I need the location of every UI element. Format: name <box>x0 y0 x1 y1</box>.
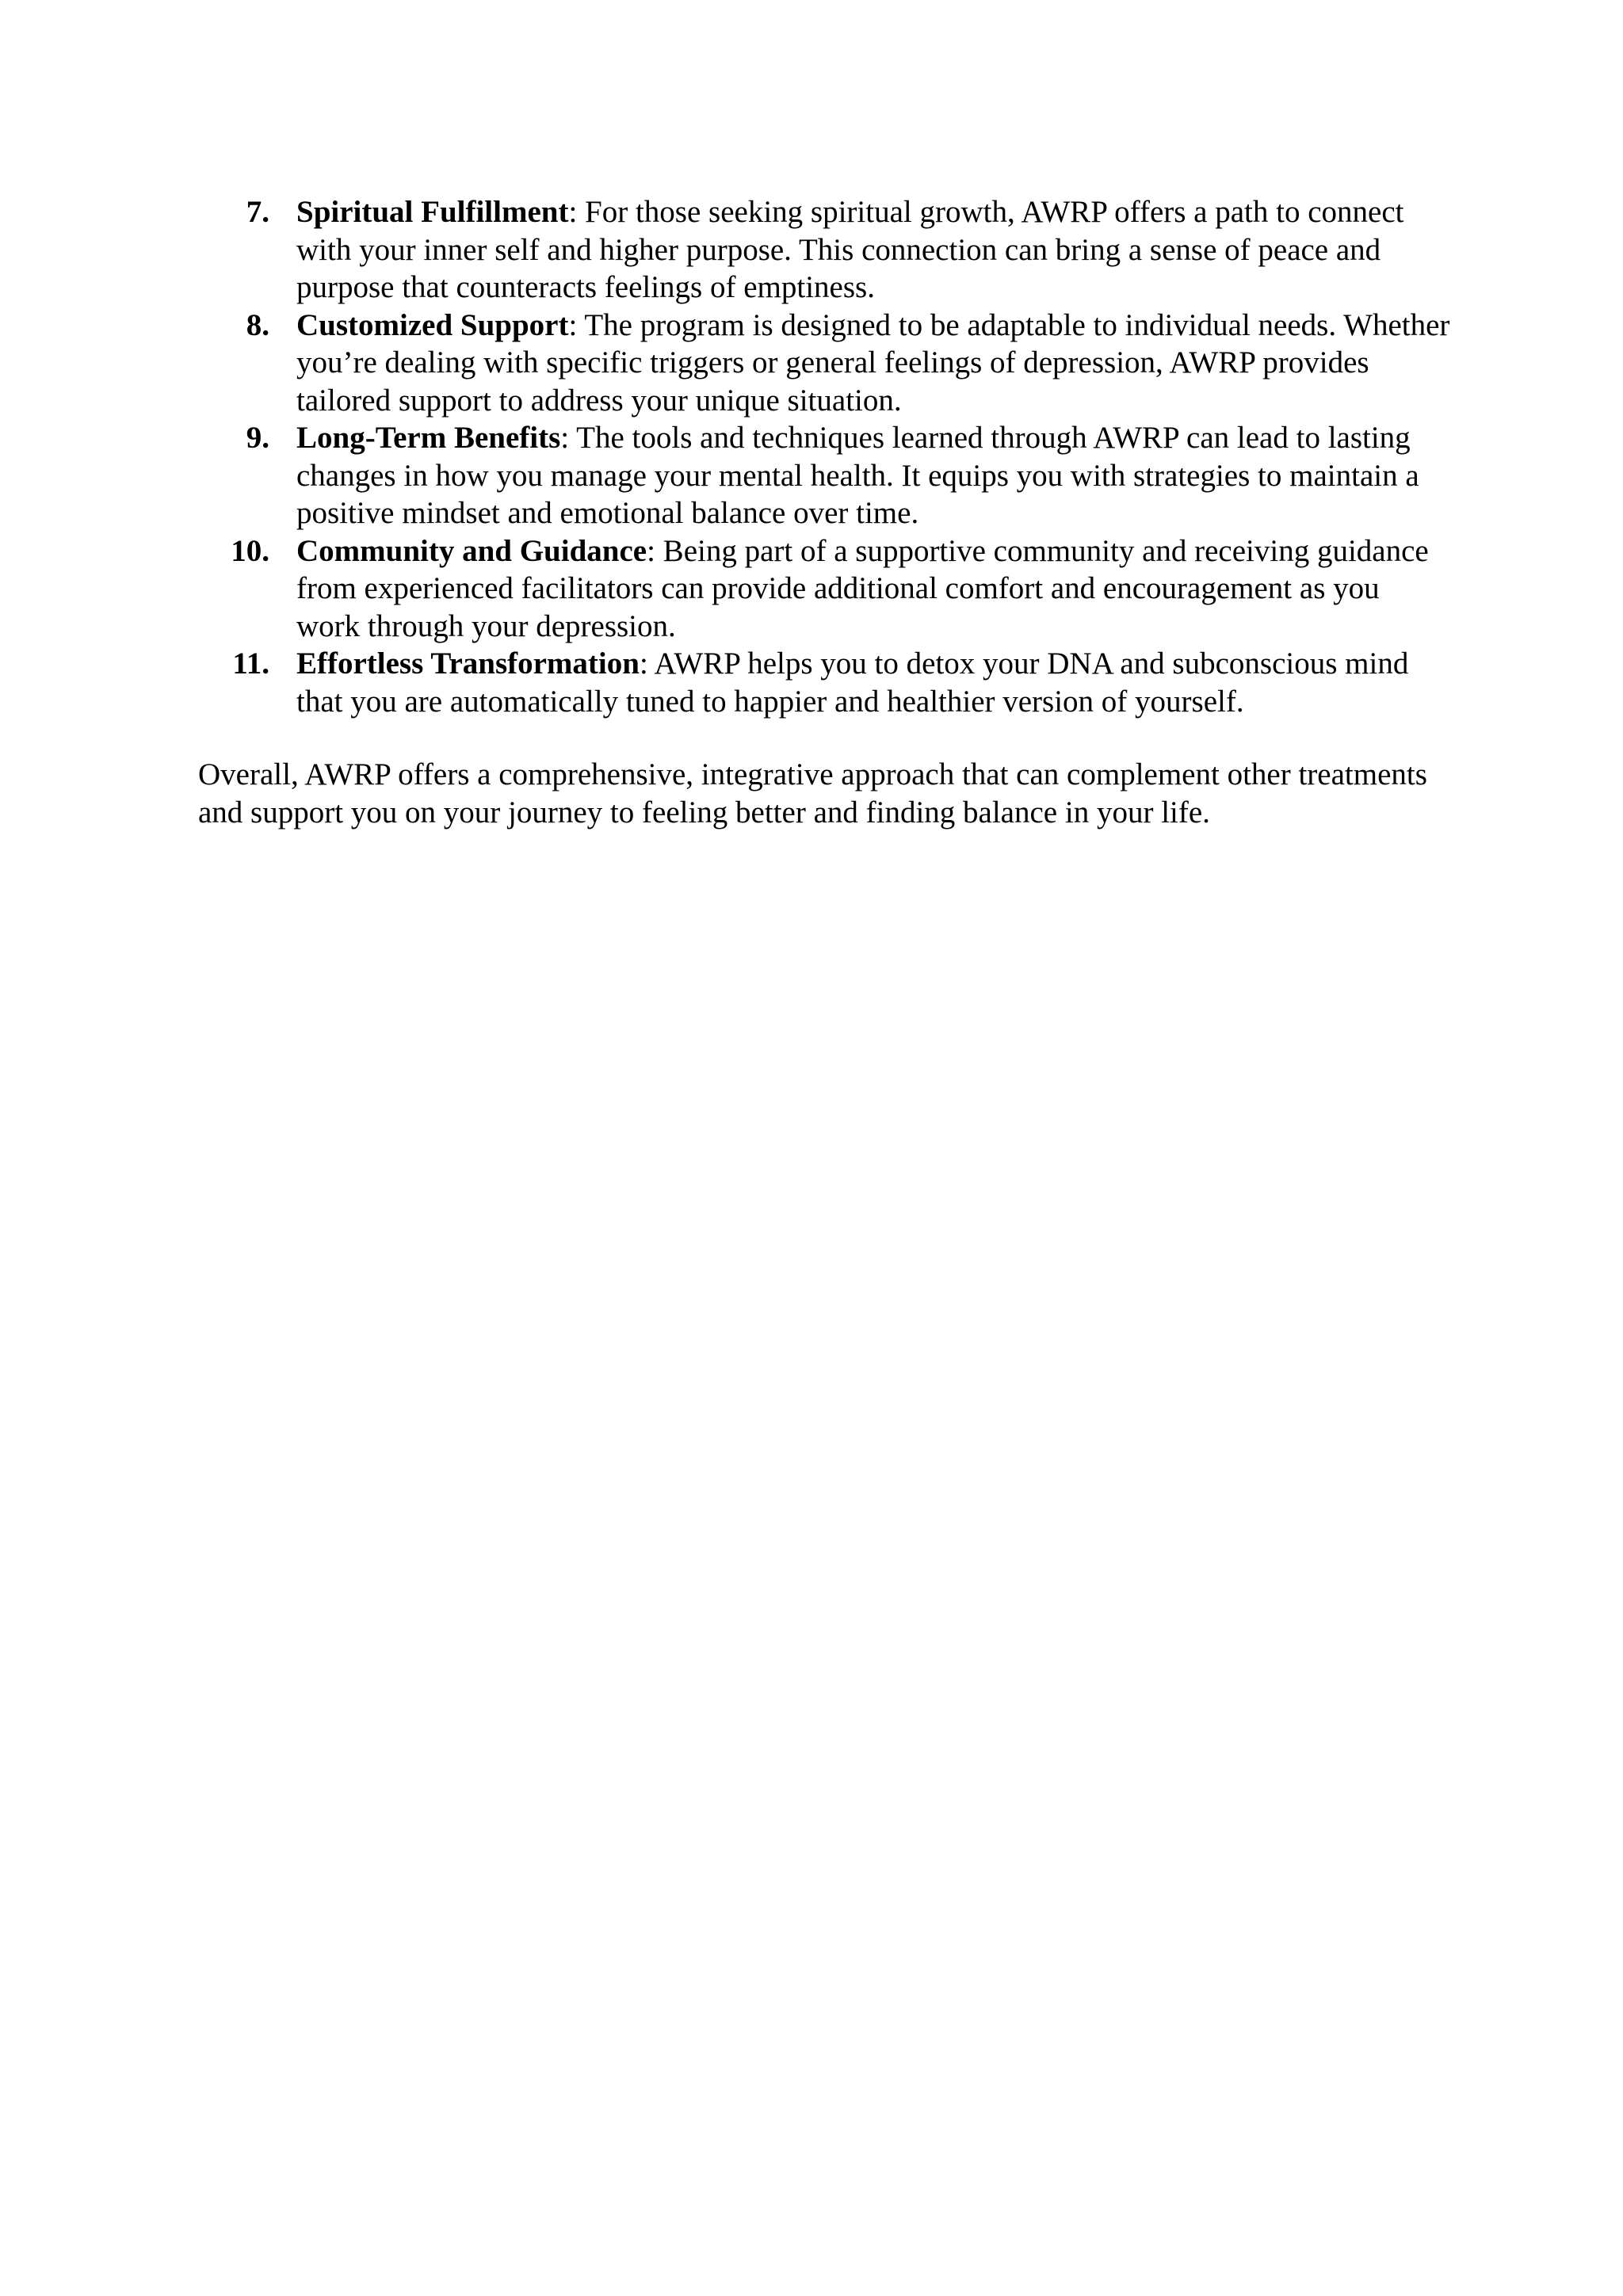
item-title: Spiritual Fulfillment <box>296 195 569 229</box>
item-number: 7. <box>246 195 269 229</box>
item-title: Customized Support <box>296 307 569 342</box>
list-item-10 <box>198 532 1450 646</box>
item-title: Effortless Transformation <box>296 646 640 681</box>
item-title: Long-Term Benefits <box>296 421 561 455</box>
summary-paragraph: Overall, AWRP offers a comprehensive, integrative approach that can complement other treatments and support you on your journey to feeling better and finding balance in your life. <box>198 757 1427 830</box>
numbered-list <box>198 193 1450 720</box>
item-number: 10. <box>231 533 269 568</box>
item-number: 11. <box>232 646 269 681</box>
item-number: 9. <box>246 421 269 455</box>
item-number: 8. <box>246 307 269 342</box>
list-item-11 <box>198 645 1450 720</box>
item-text: : AWRP helps you to detox your DNA and subconscious mind that you are automatically tuned to happier and healthier version of yourself. <box>296 646 1409 719</box>
item-text: : For those seeking spiritual growth, AWRP offers a path to connect with your inner self and higher purpose. This connection can bring a sense of peace and purpose that counteracts feelings of emptiness. <box>296 195 1404 304</box>
list-item-9 <box>198 419 1450 532</box>
item-text: : Being part of a supportive community and receiving guidance from experienced facilitators can provide additional comfort and encouragement as you work through your depression. <box>296 533 1429 643</box>
list-item-8 <box>198 307 1450 420</box>
item-text: : The tools and techniques learned through AWRP can lead to lasting changes in how you manage your mental health. It equips you with strategies to maintain a positive mindset and emotional balance over time. <box>296 421 1419 530</box>
item-title: Community and Guidance <box>296 533 647 568</box>
item-text: : The program is designed to be adaptable to individual needs. Whether you’re dealing with specific triggers or general feelings of depression, AWRP provides tailored support to address your unique situation. <box>296 307 1450 418</box>
list-item-7 <box>198 193 1450 307</box>
